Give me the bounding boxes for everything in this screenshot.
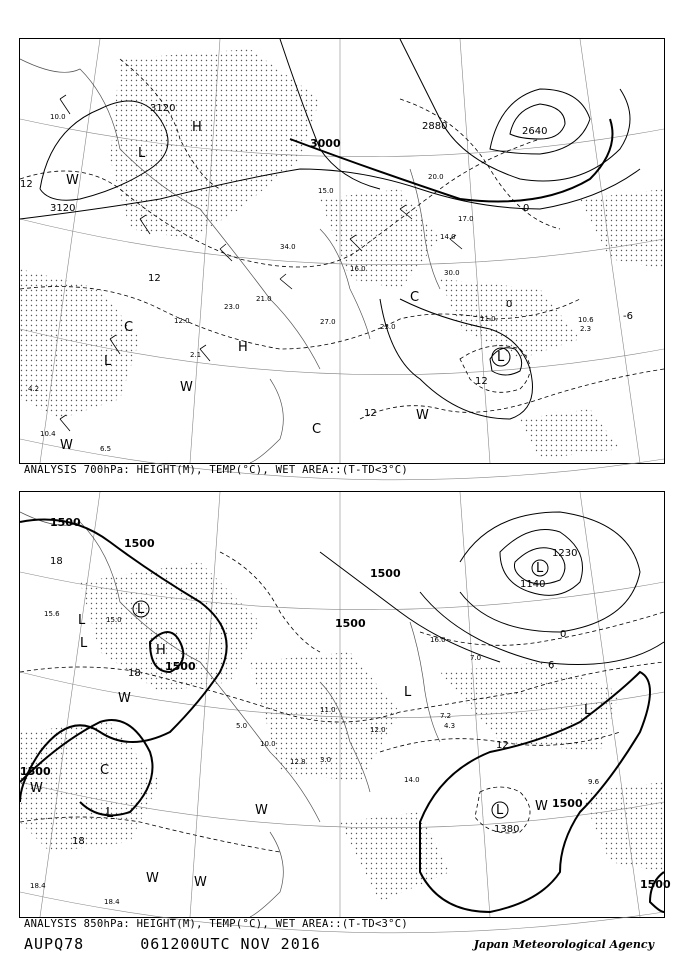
svg-text:23.0: 23.0 xyxy=(224,303,240,311)
svg-text:9.6: 9.6 xyxy=(588,778,600,786)
bulletin-datetime: 061200UTC NOV 2016 xyxy=(140,935,321,953)
high-pressure-mark: H xyxy=(156,643,166,658)
isotherm-label: 12 xyxy=(496,740,509,751)
isotherm-label: 12 xyxy=(364,408,377,419)
svg-text:5.0: 5.0 xyxy=(236,722,248,730)
svg-text:7.2: 7.2 xyxy=(440,712,452,720)
isotherm-label: -6 xyxy=(623,311,633,322)
isotherm-label: 18 xyxy=(50,556,63,567)
svg-text:11.0: 11.0 xyxy=(480,315,496,323)
svg-text:15.6: 15.6 xyxy=(44,610,60,618)
svg-text:17.0: 17.0 xyxy=(458,215,474,223)
jet-contour xyxy=(290,119,613,202)
svg-text:27.0: 27.0 xyxy=(320,318,336,326)
svg-text:4.3: 4.3 xyxy=(444,722,456,730)
warm-mark: W xyxy=(146,871,159,886)
circled-low-letter: L xyxy=(496,803,504,818)
svg-text:10.6: 10.6 xyxy=(578,316,594,324)
contour-label: 1140 xyxy=(520,579,546,590)
svg-text:12.8: 12.8 xyxy=(290,758,306,766)
svg-text:20.0: 20.0 xyxy=(428,173,444,181)
warm-mark: W xyxy=(60,438,73,453)
low-pressure-mark: L xyxy=(584,703,592,718)
svg-text:18.4: 18.4 xyxy=(30,882,46,890)
svg-text:3.0: 3.0 xyxy=(320,756,332,764)
warm-mark: W xyxy=(416,408,429,423)
svg-text:4.2: 4.2 xyxy=(28,385,40,393)
svg-text:15.0: 15.0 xyxy=(318,187,334,195)
svg-text:10.0: 10.0 xyxy=(260,740,276,748)
circled-low-letter: L xyxy=(497,350,505,365)
warm-mark: W xyxy=(180,380,193,395)
svg-text:16.0: 16.0 xyxy=(430,636,446,644)
contour-label: 1230 xyxy=(552,548,578,559)
contour-label: 1500 xyxy=(20,765,51,778)
svg-text:34.0: 34.0 xyxy=(280,243,296,251)
map-panel-700hpa xyxy=(19,38,665,464)
svg-text:12.0: 12.0 xyxy=(174,317,190,325)
cold-mark: C xyxy=(410,290,420,305)
agency-name: Japan Meteorological Agency xyxy=(473,938,654,951)
warm-mark: W xyxy=(66,173,79,188)
bulletin-code: AUPQ78 xyxy=(24,935,85,953)
isotherm-label: 6 xyxy=(548,660,555,671)
svg-text:10.0: 10.0 xyxy=(50,113,66,121)
caption-850hpa: ANALYSIS 850hPa: HEIGHT(M), TEMP(°C), WET AREA::(T-TD<3°C) xyxy=(24,918,409,930)
high-pressure-mark: H xyxy=(238,340,248,355)
svg-text:18.4: 18.4 xyxy=(104,898,120,906)
contour-label: 1500 xyxy=(370,567,401,580)
svg-text:21.0: 21.0 xyxy=(256,295,272,303)
svg-text:14.0: 14.0 xyxy=(440,233,456,241)
warm-mark: W xyxy=(118,691,131,706)
isotherm-label: 12 xyxy=(148,273,161,284)
contour-label: 1500 xyxy=(50,516,81,529)
low-pressure-mark: L xyxy=(78,613,86,628)
svg-text:11.0: 11.0 xyxy=(320,706,336,714)
isotherm-label: 0 xyxy=(523,203,530,214)
svg-text:2.1: 2.1 xyxy=(190,351,202,359)
cold-mark: C xyxy=(100,763,110,778)
isotherm-label: 12 xyxy=(20,179,33,190)
svg-text:14.0: 14.0 xyxy=(404,776,420,784)
low-pressure-mark: L xyxy=(138,146,146,161)
contour-label: 3000 xyxy=(310,137,341,150)
contour-label: 3120 xyxy=(50,203,76,214)
isotherm-label: 0 xyxy=(506,299,513,310)
isotherm-label: 18 xyxy=(128,668,141,679)
map-700hpa-svg xyxy=(20,39,664,463)
warm-mark: W xyxy=(255,803,268,818)
cold-mark: C xyxy=(124,320,134,335)
svg-text:6.5: 6.5 xyxy=(100,445,112,453)
svg-text:30.0: 30.0 xyxy=(444,269,460,277)
height-contours xyxy=(320,512,664,665)
high-pressure-mark: H xyxy=(192,120,202,135)
warm-mark: W xyxy=(194,875,207,890)
isotherm-label: 18 xyxy=(72,836,85,847)
contour-label: 1500 xyxy=(640,878,671,891)
svg-text:16.0: 16.0 xyxy=(350,265,366,273)
caption-700hpa: ANALYSIS 700hPa: HEIGHT(M), TEMP(°C), WET AREA::(T-TD<3°C) xyxy=(24,464,409,476)
contour-label: 2880 xyxy=(422,121,448,132)
wet-area-stipple xyxy=(20,562,664,902)
low-pressure-mark: L xyxy=(104,354,112,369)
svg-text:2.3: 2.3 xyxy=(580,325,592,333)
cold-mark: C xyxy=(312,422,322,437)
contour-label: 1500 xyxy=(335,617,366,630)
svg-text:7.0: 7.0 xyxy=(470,654,482,662)
circled-low-letter: L xyxy=(536,561,544,576)
contour-label: 1500 xyxy=(165,660,196,673)
low-pressure-mark: L xyxy=(80,636,88,651)
isotherm-label: 0 xyxy=(560,629,567,640)
svg-text:15.0: 15.0 xyxy=(106,616,122,624)
low-pressure-mark: L xyxy=(404,685,412,700)
warm-mark: W xyxy=(535,799,548,814)
warm-mark: W xyxy=(30,781,43,796)
isotherm-label: 12 xyxy=(475,376,488,387)
circled-low-letter: L xyxy=(137,602,145,617)
svg-text:12.0: 12.0 xyxy=(370,726,386,734)
contour-label: 1500 xyxy=(124,537,155,550)
map-850hpa-svg xyxy=(20,492,671,917)
svg-text:10.4: 10.4 xyxy=(40,430,56,438)
contour-label: 1500 xyxy=(552,797,583,810)
contour-label: 3120 xyxy=(150,103,176,114)
contour-label: 2640 xyxy=(522,126,548,137)
bulletin-footer xyxy=(24,935,321,953)
map-panel-850hpa xyxy=(19,491,671,918)
svg-text:23.0: 23.0 xyxy=(380,323,396,331)
low-pressure-mark: L xyxy=(106,806,114,821)
contour-label: 1380 xyxy=(494,824,520,835)
